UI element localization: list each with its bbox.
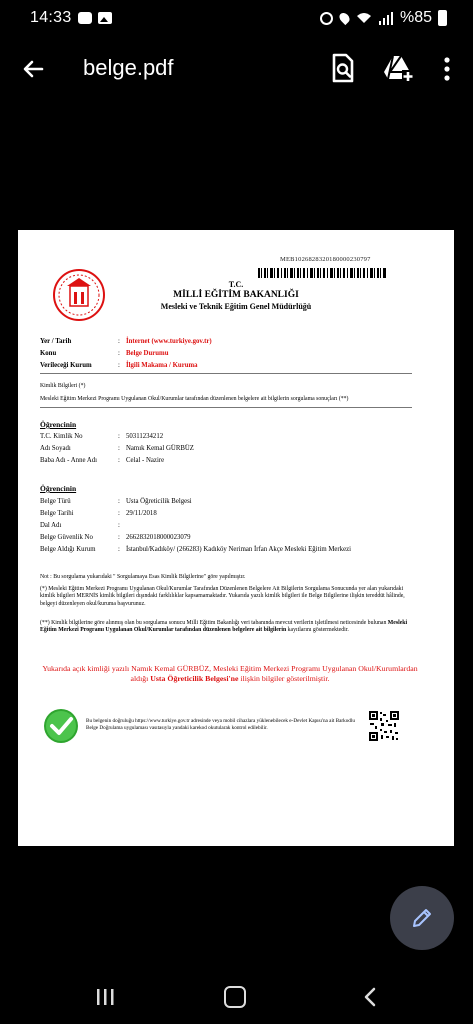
header-ministry: MİLLİ EĞİTİM BAKANLIĞI (173, 290, 299, 300)
pdf-page[interactable] (18, 230, 454, 846)
document-row: Belge Türü : Usta Öğreticilik Belgesi (40, 498, 192, 505)
query-note: Mesleki Eğitim Merkezi Programı Uygulanan Okul/Kurumlar tarafından düzenlenen belgelere ait bilgilerin sorgulama sonuçları (**) (40, 396, 349, 402)
battery-percent: %85 (399, 9, 432, 26)
document-row: Dal Adı : (40, 522, 120, 529)
drive-add-icon (382, 52, 414, 84)
status-time: 14:33 (30, 9, 72, 26)
header-directorate: Mesleki ve Teknik Eğitim Genel Müdürlüğü (160, 302, 312, 311)
recent-apps-button[interactable] (94, 986, 116, 1008)
student-row: T.C. Kimlik No : 50311234212 (40, 433, 164, 440)
more-vert-icon (437, 54, 457, 84)
more-options-button[interactable] (437, 54, 457, 84)
divider (40, 407, 412, 408)
document-row: Belge Güvenlik No : 2662832018000023079 (40, 534, 191, 541)
document-row: Belge Tarihi : 29/11/2018 (40, 510, 157, 517)
document-code: MEB1026828320180000230797 (280, 256, 371, 263)
battery-icon (438, 10, 447, 26)
check-icon (43, 708, 79, 744)
home-button[interactable] (224, 986, 246, 1008)
meta-row: Konu : Belge Durumu (40, 350, 169, 357)
system-nav-bar (0, 970, 473, 1024)
message-icon (78, 12, 92, 24)
wifi-icon (356, 12, 372, 24)
back-button[interactable] (18, 54, 48, 84)
verification-text: Bu belgenin doğruluğu https://www.turkiye.gov.tr adresinde veya mobil cihazlara yüklenebilecek e-Devlet Kapısı'na ait Barkodlu Belge Doğrulama uygulaması vasıtasıyla yandaki karekod okutularak kontrol edilebilir. (86, 718, 355, 731)
status-left (30, 9, 112, 27)
image-icon (98, 12, 112, 24)
meta-row: Verileceği Kurum : İlgili Makama / Kuruma (40, 362, 198, 369)
location-icon (337, 11, 351, 25)
search-in-document-button[interactable] (328, 52, 358, 84)
edit-fab-button[interactable] (390, 886, 454, 950)
student-row: Baba Adı - Anne Adı : Celal - Nazire (40, 457, 165, 464)
signal-icon (378, 12, 394, 25)
alarm-icon (320, 12, 333, 25)
header-tc: T.C. (228, 280, 244, 289)
app-title: belge.pdf (83, 55, 174, 80)
footnote-1: (*) Mesleki Eğitim Merkezi Programı Uygulanan Okul/Kurumlar Tarafından Düzenlenen Belgelere Ait Bilgilerin Sorgulama Sonucunda yer alan yukarıdaki kimlik bilgileri MERNİS kimlik bilgileri dışındaki farklılıklar kapsamamaktadır. Yukarıda yazılı kimlik bilgileri ile Belge Bilgilerine ilişkin tereddüt hâlinde, belgeyi düzenleyen okul/kuruma başvurunuz. (40, 586, 405, 607)
footnote-2: (**) Kimlik bilgilerine göre alınmış olan bu sorgulama sonucu Milli Eğitim Bakanlığı veri tabanında mevcut verilerin işletilmesi neticesinde bulunan Mesleki Eğitim Merkezi Programı Uygulanan Okul/Kurumlar tarafından düzenlenen belgelere ait bilgilerin kayıtlarını göstermektedir. (40, 620, 408, 634)
back-arrow-icon (22, 58, 44, 80)
note-line: Not : Bu sorgulama yukarıdaki " Sorgulamaya Esas Kimlik Bilgilerine" göre yapılmıştır. (40, 574, 246, 580)
search-doc-icon (328, 52, 358, 84)
barcode-image (258, 268, 386, 278)
qr-code-image (368, 710, 400, 742)
result-paragraph: Yukarıda açık kimliği yazılı Namık Kemal GÜRBÜZ, Mesleki Eğitim Merkezi Programı Uygulanan Okul/Kurumlardan aldığı Usta Öğreticilik Belgesi'ne ilişkin bilgiler gösterilmiştir. (42, 664, 418, 683)
nav-back-button[interactable] (360, 986, 380, 1008)
document-section-title: Öğrencinin (40, 484, 77, 493)
pencil-icon (410, 906, 434, 930)
identity-note: Kimlik Bilgileri (*) (40, 383, 86, 389)
app-bar (0, 38, 473, 102)
status-bar (0, 0, 473, 36)
student-section-title: Öğrencinin (40, 420, 77, 429)
meta-row: Yer / Tarih : İnternet (www.turkiye.gov.tr) (40, 338, 212, 345)
divider (40, 373, 412, 374)
status-right (320, 9, 447, 27)
document-row: Belge Aldığı Kurum : İstanbul/Kadıköy/ (266283) Kadıköy Neriman İrfan Akçe Mesleki Eğitim Merkezi (40, 546, 351, 553)
student-row: Adı Soyadı : Namık Kemal GÜRBÜZ (40, 445, 194, 452)
add-to-drive-button[interactable] (382, 52, 414, 84)
